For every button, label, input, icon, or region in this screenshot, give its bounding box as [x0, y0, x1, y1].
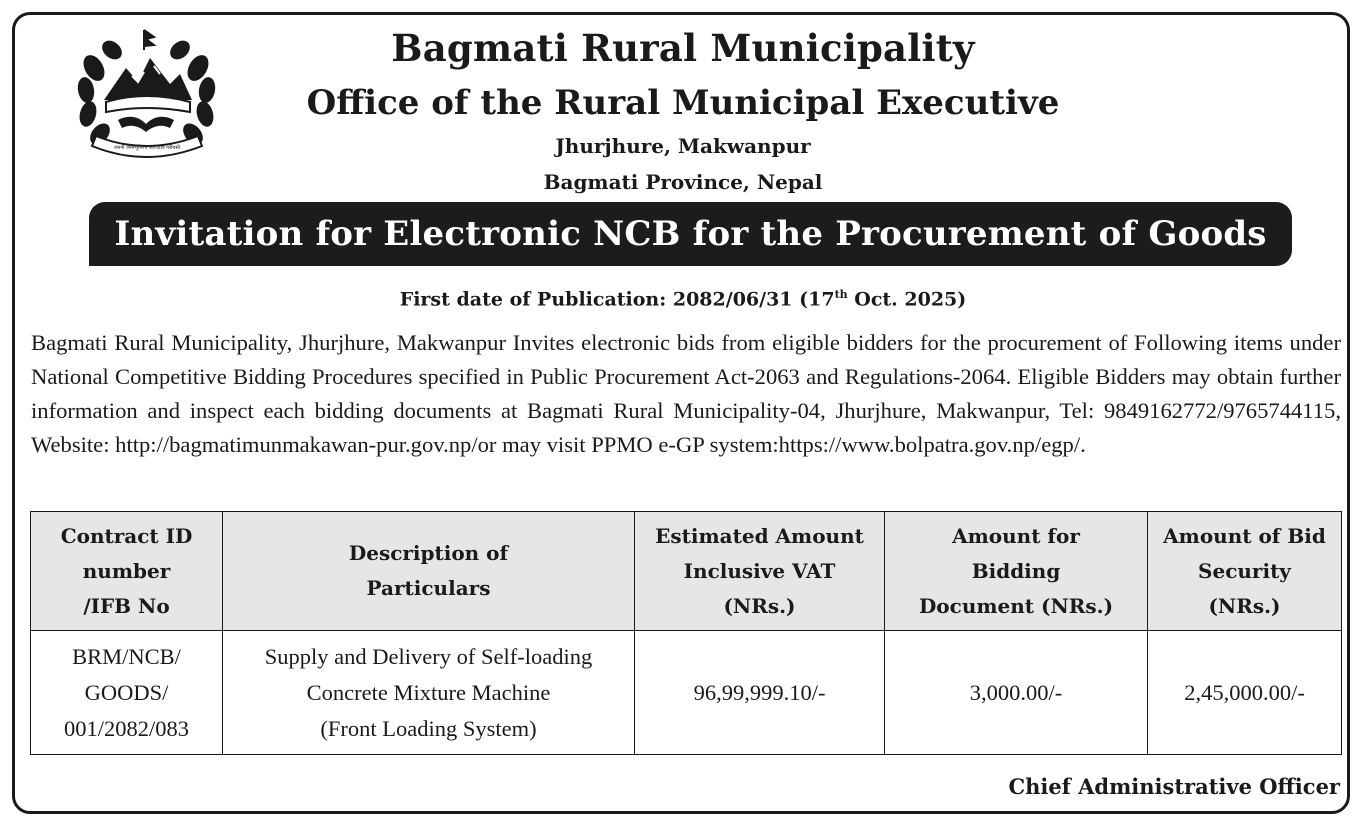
header-line: Bidding — [971, 558, 1061, 583]
table-row — [31, 631, 1342, 755]
cell-line: Supply and Delivery of Self-loading — [264, 643, 593, 669]
header-line: /IFB No — [83, 593, 170, 618]
notice-banner-text: Invitation for Electronic NCB for the Procurement of Goods — [114, 214, 1267, 254]
cell-bidding-document-amount: 3,000.00/- — [885, 631, 1148, 755]
publication-date-suffix: th — [834, 288, 848, 301]
procurement-table — [30, 511, 1342, 755]
header-description — [223, 512, 635, 631]
header-line: Estimated Amount — [655, 523, 864, 548]
notice-banner — [89, 202, 1292, 266]
cell-bid-security: 2,45,000.00/- — [1148, 631, 1342, 755]
header-line: Security — [1198, 558, 1291, 583]
header-line: Particulars — [366, 576, 491, 600]
cell-estimated-amount: 96,99,999.10/- — [635, 631, 885, 755]
cell-description — [223, 631, 635, 755]
signatory: Chief Administrative Officer — [1008, 774, 1340, 799]
header-line: Document (NRs.) — [918, 593, 1114, 618]
header-line: (NRs.) — [1208, 593, 1281, 618]
header-bidding-document-amount — [885, 512, 1148, 631]
address-line-1: Jhurjhure, Makwanpur — [555, 134, 811, 158]
header-line: number — [82, 558, 171, 583]
header-line: Description of — [348, 541, 509, 565]
publication-date-rest: Oct. 2025) — [847, 288, 967, 311]
publication-date-label: First date of Publication: 2082/06/31 (17 — [399, 288, 835, 311]
table-header-row — [31, 512, 1342, 631]
publication-date — [0, 288, 1366, 310]
cell-line: GOODS/ — [84, 679, 169, 705]
emblem-motto: जननी जन्मभूमिश्च स्वर्गादपि गरीयसी — [113, 145, 181, 151]
cell-line: 001/2082/083 — [63, 715, 189, 741]
header-line: Inclusive VAT — [683, 558, 836, 583]
cell-line: Concrete Mixture Machine — [306, 679, 551, 705]
cell-line: (Front Loading System) — [320, 715, 537, 741]
header-line: Contract ID — [60, 523, 193, 548]
header-estimated-amount — [635, 512, 885, 631]
office-title: Office of the Rural Municipal Executive — [306, 83, 1060, 123]
cell-contract-id — [31, 631, 223, 755]
header-line: Amount for — [952, 523, 1080, 548]
cell-line: BRM/NCB/ — [72, 643, 181, 669]
header-line: Amount of Bid — [1163, 523, 1326, 548]
header-contract-id — [31, 512, 223, 631]
header-line: (NRs.) — [723, 593, 796, 618]
header-bid-security — [1148, 512, 1342, 631]
address-line-2: Bagmati Province, Nepal — [543, 170, 823, 194]
notice-paragraph: Bagmati Rural Municipality, Jhurjhure, Makwanpur Invites electronic bids from eligible bidders for the procurement of Following items under National Competitive Bidding Procedures specified in Public Procurement Act-2063 and Regulations-2064. Eligible Bidders may obtain further information and inspect each bidding documents at Bagmati Rural Municipality-04, Jhurjhure, Makwanpur, Tel: 9849162772/9765744115, Website: http://bagmatimunmakawan-pur.gov.np/or may visit PPMO e-GP system:https://www.bolpatra.gov.np/egp/. — [31, 330, 1341, 457]
municipality-title: Bagmati Rural Municipality — [391, 26, 975, 70]
